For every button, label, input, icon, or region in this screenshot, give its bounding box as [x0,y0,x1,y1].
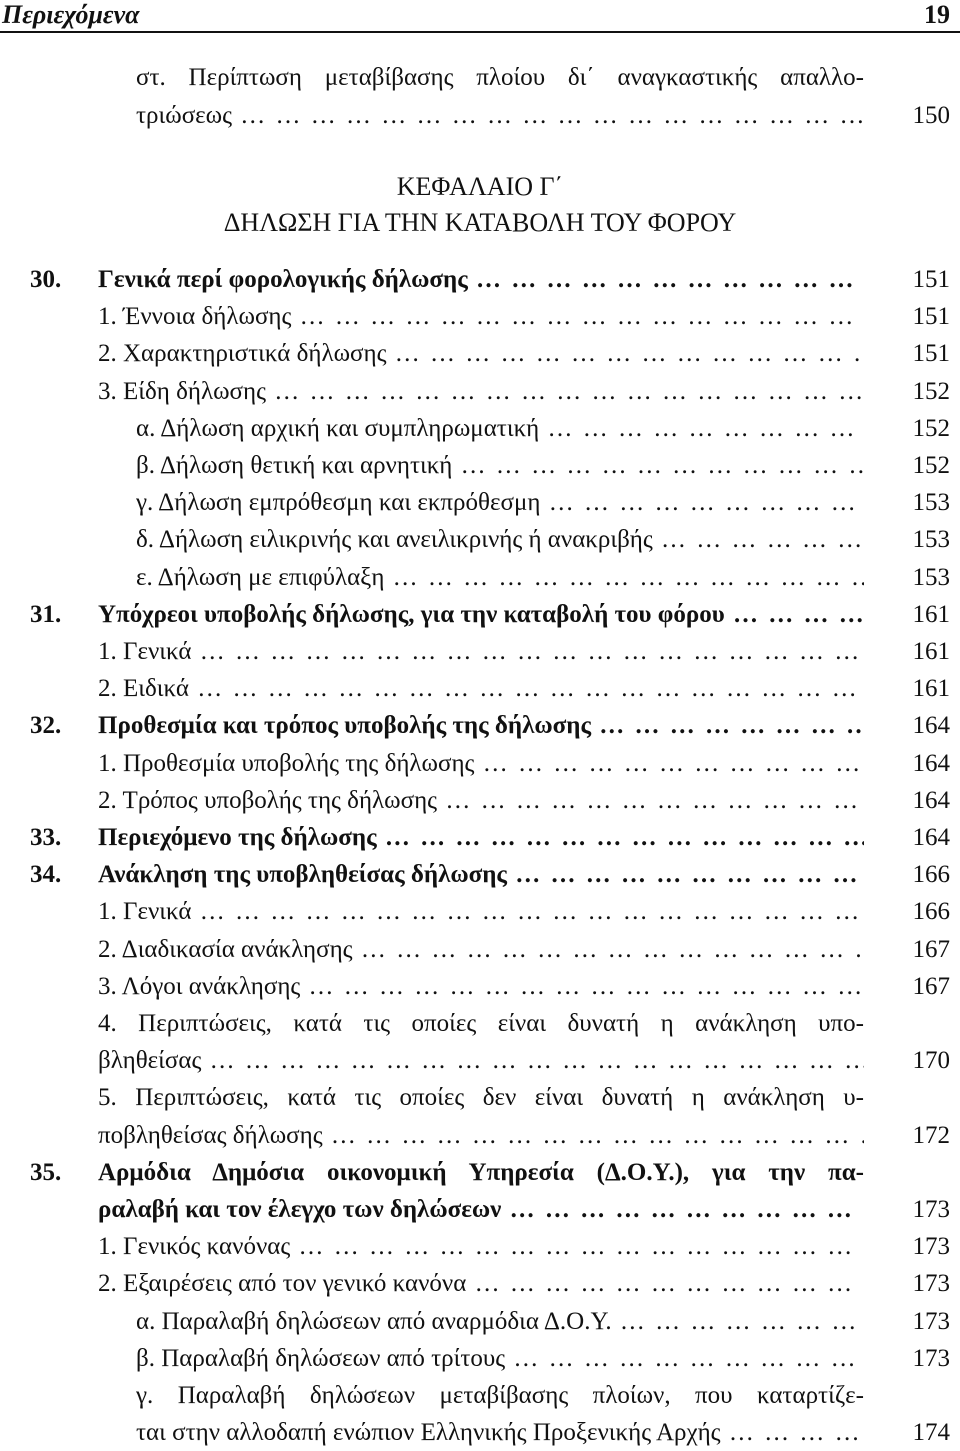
toc-entry-continuation [0,1043,960,1079]
toc-entry-text: 5. Περιπτώσεις, κατά τις οποίες δεν είναι δυνατή η ανάκληση υ- [98,1084,864,1112]
toc-entry-text: 2. Εξαιρέσεις από τον γενικό κανόνα … … … … … … … … … … … … … … … … … … … … … … … … … … … … … … [98,1266,864,1302]
toc-page-number: 164 [912,749,950,777]
toc-section-number: 35. [30,1158,62,1186]
toc-page-number: 161 [912,638,950,665]
toc-entry [0,262,960,298]
toc-section-number: 33. [30,824,62,851]
toc-entry [0,1304,960,1340]
toc-entry-text: τριώσεως … … … … … … … … … … … … … … … … … … … … … … … … … … … … … … [136,98,864,134]
toc-page-number: 161 [912,675,950,703]
toc-entry-text: Ανάκληση της υποβληθείσας δήλωσης … … … … … … … … … … … … … … … … … … … … … … … … … … … … … … [98,857,864,893]
toc-entry [0,374,960,410]
toc-entry [0,336,960,372]
toc-entry [0,1080,960,1116]
toc-page-number: 166 [912,861,950,889]
toc-page-number: 153 [912,489,950,517]
toc-page-number: 167 [912,935,950,963]
toc-entry [0,522,960,558]
toc-entry-text: 4. Περιπτώσεις, κατά τις οποίες είναι δυνατή η ανάκληση υπο- [98,1010,864,1037]
toc-entry [0,1229,960,1265]
toc-section-number: 32. [30,712,62,740]
toc-entry-text: 2. Ειδικά … … … … … … … … … … … … … … … … … … … … … … … … … … … … … … [98,671,864,707]
toc-entry [0,783,960,819]
toc-entry-text: γ. Δήλωση εμπρόθεσμη και εκπρόθεσμη … … … … … … … … … … … … … … … … … … … … … … … … … … … … … … [136,485,864,521]
toc-entry [0,857,960,893]
toc-page-number: 174 [912,1419,950,1447]
toc-entry [0,485,960,521]
toc-page-number: 161 [912,600,950,628]
toc-page-number: 173 [912,1344,950,1372]
toc-page-number: 153 [912,526,950,554]
toc-entry-text: β. Παραλαβή δηλώσεων από τρίτους … … … … … … … … … … … … … … … … … … … … … … … … … … … … … … [136,1341,864,1377]
toc-page-number: 151 [912,303,950,331]
toc-page-number: 151 [912,340,950,368]
toc-page-number: 150 [912,102,950,129]
toc-section-number: 30. [30,266,62,293]
toc-section-number: 34. [30,861,62,889]
toc-entry [0,60,960,96]
toc-entry-text: 3. Λόγοι ανάκλησης … … … … … … … … … … … … … … … … … … … … … … … … … … … … … … [98,969,864,1005]
toc-entry-text: α. Παραλαβή δηλώσεων από αναρμόδια Δ.Ο.Υ. … … … … … … … … … … … … … … … … … … … … … … … … … … … … … … [136,1304,864,1340]
toc-entry-text: ραλαβή και τον έλεγχο των δηλώσεων … … … … … … … … … … … … … … … … … … … … … … … … … … … … … … [98,1192,864,1228]
toc-page-number: 152 [912,414,950,442]
chapter-label: ΚΕΦΑΛΑΙΟ Γ΄ [396,172,564,201]
toc-page-number: 164 [912,712,950,740]
toc-entry-text: Περιεχόμενο της δήλωσης … … … … … … … … … … … … … … … … … … … … … … … … … … … … … … [98,820,864,856]
toc-entry [0,894,960,930]
toc-page-number: 152 [912,452,950,479]
toc-entry-text: Αρμόδια Δημόσια οικονομική Υπηρεσία (Δ.Ο.Υ.), για την πα- [98,1158,864,1186]
toc-entry [0,1155,960,1191]
toc-entry-text: 1. Γενικός κανόνας … … … … … … … … … … … … … … … … … … … … … … … … … … … … … … [98,1229,864,1265]
header-rule [0,31,960,33]
toc-entry [0,820,960,856]
toc-entry [0,671,960,707]
toc-page-number: 151 [912,266,950,293]
toc-entry-text: ε. Δήλωση με επιφύλαξη … … … … … … … … … … … … … … … … … … … … … … … … … … … … … … [136,560,864,596]
toc-page-number: 164 [912,786,950,814]
toc-page-number: 153 [912,563,950,591]
toc-entry-continuation [0,1192,960,1228]
toc-entry-text: ποβληθείσας δήλωσης … … … … … … … … … … … … … … … … … … … … … … … … … … … … … … [98,1118,864,1154]
toc-entry [0,411,960,447]
toc-entry [0,634,960,670]
toc-page-number: 152 [912,377,950,405]
toc-entry [0,1266,960,1302]
toc-entry-text: Γενικά περί φορολογικής δήλωσης … … … … … … … … … … … … … … … … … … … … … … … … … … … … … … [98,262,864,298]
running-title: Περιεχόμενα [2,0,140,29]
toc-entry-text: α. Δήλωση αρχική και συμπληρωματική … … … … … … … … … … … … … … … … … … … … … … … … … … … … … … [136,411,864,447]
toc-entry-text: 1. Γενικά … … … … … … … … … … … … … … … … … … … … … … … … … … … … … … [98,634,864,670]
toc-page-number: 167 [912,972,950,1000]
toc-section-number: 31. [30,600,62,628]
toc-entry-continuation [0,1118,960,1154]
toc-entry [0,448,960,484]
toc-entry-text: Προθεσμία και τρόπος υποβολής της δήλωσης … … … … … … … … … … … … … … … … … … … … … … … … … … … … … … [98,708,864,744]
chapter-title: ΔΗΛΩΣΗ ΓΙΑ ΤΗΝ ΚΑΤΑΒΟΛΗ ΤΟΥ ΦΟΡΟΥ [223,208,737,237]
toc-entry-text: στ. Περίπτωση μεταβίβασης πλοίου δι΄ αναγκαστικής απαλλο- [136,64,864,91]
toc-entry [0,1341,960,1377]
toc-entry [0,969,960,1005]
toc-entry-text: 1. Γενικά … … … … … … … … … … … … … … … … … … … … … … … … … … … … … … [98,894,864,930]
toc-page-number: 173 [912,1196,950,1223]
page-header [0,0,960,31]
toc-entry-text: 1. Προθεσμία υποβολής της δήλωσης … … … … … … … … … … … … … … … … … … … … … … … … … … … … … … [98,746,864,782]
toc-page-number: 173 [912,1233,950,1261]
toc-entry [0,597,960,633]
toc-entry [0,932,960,968]
toc-entry-continuation [0,98,960,134]
toc-page-number: 164 [912,824,950,851]
toc-entry-text: 1. Έννοια δήλωσης … … … … … … … … … … … … … … … … … … … … … … … … … … … … … … [98,299,864,335]
toc-entry [0,560,960,596]
toc-page-number: 166 [912,898,950,926]
toc-entry-text: 2. Διαδικασία ανάκλησης … … … … … … … … … … … … … … … … … … … … … … … … … … … … … … [98,932,864,968]
toc-page-number: 170 [912,1047,950,1075]
toc-entry-text: γ. Παραλαβή δηλώσεων μεταβίβασης πλοίων, που καταρτίζε- [136,1382,864,1409]
toc-entry-text: β. Δήλωση θετική και αρνητική … … … … … … … … … … … … … … … … … … … … … … … … … … … … … … [136,448,864,484]
toc-page-number: 173 [912,1270,950,1298]
page-number: 19 [924,0,950,29]
toc-entry-text: 2. Χαρακτηριστικά δήλωσης … … … … … … … … … … … … … … … … … … … … … … … … … … … … … … [98,336,864,372]
toc-entry-text: Υπόχρεοι υποβολής δήλωσης, για την καταβολή του φόρου … … … … … … … … … … … … … … … … … … … … … … … … … … … … … … [98,597,864,633]
toc-entry [0,746,960,782]
toc-entry [0,1006,960,1042]
toc-entry-text: 3. Είδη δήλωσης … … … … … … … … … … … … … … … … … … … … … … … … … … … … … … [98,374,864,410]
toc-entry-text: 2. Τρόπος υποβολής της δήλωσης … … … … … … … … … … … … … … … … … … … … … … … … … … … … … … [98,783,864,819]
toc-entry [0,1378,960,1414]
toc-page-number: 172 [912,1121,950,1149]
toc-entry-text: ται στην αλλοδαπή ενώπιον Ελληνικής Προξενικής Αρχής … … … … … … … … … … … … … … … … … … … … … … … … … … … … … … [136,1415,864,1451]
toc-entry [0,708,960,744]
toc-entry-continuation [0,1415,960,1451]
toc-entry [0,299,960,335]
toc-entry-text: δ. Δήλωση ειλικρινής και ανειλικρινής ή ανακριβής … … … … … … … … … … … … … … … … … … … … … … … … … … … … … … [136,522,864,558]
toc-page-number: 173 [912,1307,950,1335]
toc-entry-text: βληθείσας … … … … … … … … … … … … … … … … … … … … … … … … … … … … … … [98,1043,864,1079]
